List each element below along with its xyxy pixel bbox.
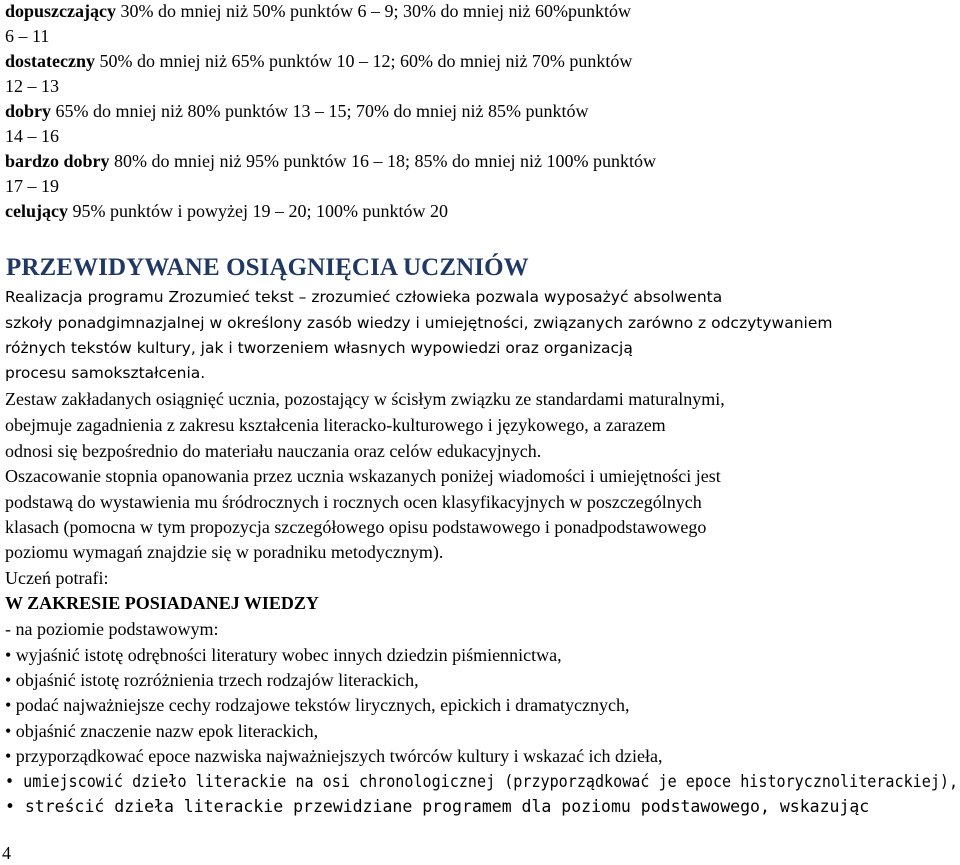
grade-name: dostateczny [5, 51, 95, 71]
intro-line: różnych tekstów kultury, jak i tworzeniem własnych wypowiedzi oraz organizacją [5, 339, 633, 357]
grade-name: dobry [5, 101, 52, 121]
intro-line: Realizacja programu Zrozumieć tekst – zrozumieć człowieka pozwala wyposażyć absolwenta [5, 288, 723, 306]
grade-criteria: 50% do mniej niż 65% punktów 10 – 12; 60% do mniej niż 70% punktów [94, 51, 633, 71]
intro-line: procesu samokształcenia. [5, 364, 206, 382]
grade-name: bardzo dobry [5, 151, 110, 171]
paragraph-line: poziomu wymagań znajdzie się w poradniku metodycznym). [5, 542, 444, 562]
intro-line: szkoły ponadgimnazjalnej w określony zasób wiedzy i umiejętności, związanych zarówno z odczytywaniem [5, 314, 833, 332]
grade-points: 14 – 16 [5, 126, 59, 146]
paragraph-line: Zestaw zakładanych osiągnięć ucznia, pozostający w ścisłym związku ze standardami maturalnymi, [5, 389, 725, 409]
paragraph-line: klasach (pomocna w tym propozycja szczegółowego opisu podstawowego i ponadpodstawowego [5, 517, 707, 537]
grade-line-celujacy [5, 200, 448, 222]
paragraph-line: podstawą do wystawienia mu śródrocznych i rocznych ocen klasyfikacyjnych w poszczególnych [5, 492, 702, 512]
list-item: • umiejscowić dzieło literackie na osi chronologicznej (przyporządkować je epoce historycznoliterackiej), [5, 772, 959, 791]
paragraph-line: obejmuje zagadnienia z zakresu kształcenia literacko-kulturowego i językowego, a zarazem [5, 415, 666, 435]
grade-criteria: 95% punktów i powyżej 19 – 20; 100% punktów 20 [67, 201, 448, 221]
page-number: 4 [2, 843, 11, 863]
grade-line-dobry [5, 100, 588, 122]
grade-line-dostateczny [5, 50, 632, 72]
paragraph-line: Oszacowanie stopnia opanowania przez ucznia wskazanych poniżej wiadomości i umiejętności jest [5, 466, 721, 486]
grade-name: celujący [5, 201, 68, 221]
grade-points: 17 – 19 [5, 176, 59, 196]
paragraph-line: odnosi się bezpośrednio do materiału nauczania oraz celów edukacyjnych. [5, 441, 542, 461]
grade-points: 6 – 11 [5, 26, 50, 46]
section-heading: PRZEWIDYWANE OSIĄGNIĘCIA UCZNIÓW [6, 254, 529, 281]
grade-line-dopuszczajacy [5, 0, 631, 22]
level-label: - na poziomie podstawowym: [5, 619, 219, 639]
list-item: • streścić dzieła literackie przewidziane programem dla poziomu podstawowego, wskazując [5, 797, 870, 816]
grade-name: dopuszczający [5, 1, 116, 21]
grade-criteria: 65% do mniej niż 80% punktów 13 – 15; 70% do mniej niż 85% punktów [51, 101, 589, 121]
list-item: • przyporządkować epoce nazwiska najważniejszych twórców kultury i wskazać ich dzieła, [5, 746, 663, 766]
list-item: • wyjaśnić istotę odrębności literatury wobec innych dziedzin piśmiennictwa, [5, 645, 562, 665]
student-can-label: Uczeń potrafi: [5, 568, 109, 588]
list-item: • objaśnić istotę rozróżnienia trzech rodzajów literackich, [5, 670, 419, 690]
list-item: • podać najważniejsze cechy rodzajowe tekstów lirycznych, epickich i dramatycznych, [5, 695, 630, 715]
list-item: • objaśnić znaczenie nazw epok literackich, [5, 721, 319, 741]
section-subtitle: W ZAKRESIE POSIADANEJ WIEDZY [5, 593, 319, 613]
grade-line-bardzo-dobry [5, 150, 656, 172]
grade-criteria: 30% do mniej niż 50% punktów 6 – 9; 30% do mniej niż 60%punktów [116, 1, 631, 21]
grade-criteria: 80% do mniej niż 95% punktów 16 – 18; 85% do mniej niż 100% punktów [109, 151, 656, 171]
grade-points: 12 – 13 [5, 76, 59, 96]
